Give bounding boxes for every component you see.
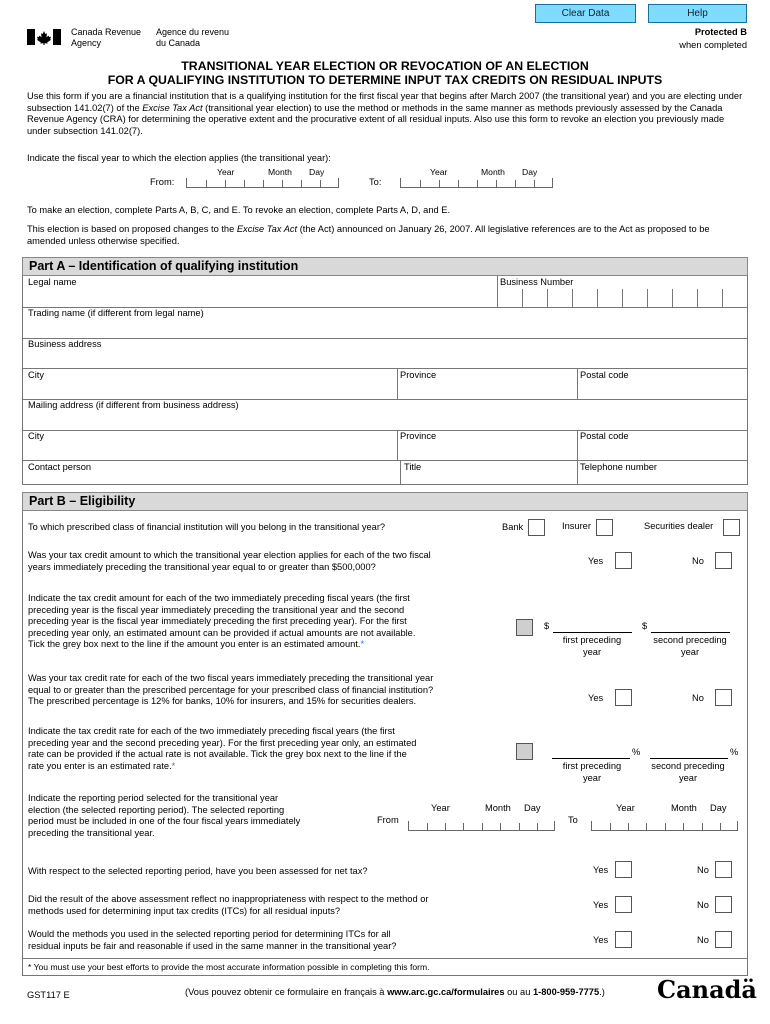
form-title-line1: TRANSITIONAL YEAR ELECTION OR REVOCATION OF AN ELECTION xyxy=(181,59,589,73)
period-from-year-label: Year xyxy=(431,803,450,813)
assessment-reflection-question: Did the result of the above assessment reflect no inappropriateness with respect to the method or methods used for determining input tax credits (ITCs) for all residual inputs? xyxy=(28,894,429,916)
period-to-date-field[interactable] xyxy=(591,821,738,831)
trading-name-field[interactable]: Trading name (if different from legal name) xyxy=(28,308,204,318)
period-to-year-label: Year xyxy=(616,803,635,813)
rate-first-preceding-year-label: first preceding year xyxy=(562,761,622,783)
second-rate-percent: % xyxy=(730,747,739,757)
part-a-heading: Part A – Identification of qualifying institution xyxy=(22,257,748,276)
french-availability-note: (Vous pouvez obtenir ce formulaire en français à www.arc.gc.ca/formulaires ou au 1-800-959-7775.) xyxy=(185,987,605,997)
first-rate-percent: % xyxy=(632,747,641,757)
agency-name-en: Canada Revenue Agency xyxy=(71,27,142,48)
canada-flag-icon xyxy=(27,29,61,45)
q2-no-checkbox[interactable] xyxy=(715,552,732,569)
intro-paragraph: Use this form if you are a financial institution that is a qualifying institution for the first fiscal year that begins after March 2007 (the transitional year) and you are electing under subsection 141.02(7) of the Excise Tax Act (transitional year election) to use the method or methods in the same manner as methods previously assessed by the Canada Revenue Agency (CRA) for determining the operative extent and the procurative extent of all residual inputs. Also use this form to revoke an election you previously made under subsection 141.02(7). xyxy=(27,91,743,136)
insurer-label: Insurer xyxy=(562,521,591,531)
reporting-period-instructions: Indicate the reporting period selected for the transitional year election (the selected reporting period). The selected reporting period must be included in one of the four fiscal years immediately preceding the transitional year. xyxy=(28,793,301,838)
first-preceding-amount-input[interactable] xyxy=(553,632,632,633)
when-completed-label: when completed xyxy=(679,40,747,50)
q7-yes-label: Yes xyxy=(593,865,609,875)
q9-yes-label: Yes xyxy=(593,935,609,945)
period-from-date-field[interactable] xyxy=(408,821,555,831)
q8-no-label: No xyxy=(697,900,709,910)
q4-no-checkbox[interactable] xyxy=(715,689,732,706)
q9-no-label: No xyxy=(697,935,709,945)
tax-credit-amount-question: Was your tax credit amount to which the transitional year election applies for each of the two fiscal years immediately preceding the transitional year equal to or greater than $500,000? xyxy=(28,550,431,572)
q2-yes-label: Yes xyxy=(588,556,604,566)
q9-no-checkbox[interactable] xyxy=(715,931,732,948)
methods-fair-question: Would the methods you used in the selected reporting period for determining ITCs for all residual inputs be fair and reasonable if used in the same manner in the transitional year? xyxy=(28,929,397,951)
mailing-province-field[interactable]: Province xyxy=(400,431,437,441)
assessed-net-tax-question: With respect to the selected reporting period, have you been assessed for net tax? xyxy=(28,866,368,876)
q7-yes-checkbox[interactable] xyxy=(615,861,632,878)
to-year-label: Year xyxy=(430,167,448,177)
q9-yes-checkbox[interactable] xyxy=(615,931,632,948)
canada-wordmark: Canadä xyxy=(657,975,757,1004)
q8-yes-checkbox[interactable] xyxy=(615,896,632,913)
second-preceding-amount-input[interactable] xyxy=(651,632,730,633)
contact-title-field[interactable]: Title xyxy=(404,462,422,472)
mailing-address-field[interactable]: Mailing address (if different from business address) xyxy=(28,400,239,410)
securities-dealer-checkbox[interactable] xyxy=(723,519,740,536)
second-amount-dollar: $ xyxy=(642,621,648,631)
postal-code-field[interactable]: Postal code xyxy=(580,370,629,380)
bank-checkbox[interactable] xyxy=(528,519,545,536)
institution-class-question: To which prescribed class of financial institution will you belong in the transitional year? xyxy=(28,522,386,532)
fiscal-from-date-field[interactable] xyxy=(186,178,339,188)
q8-no-checkbox[interactable] xyxy=(715,896,732,913)
rate-second-preceding-year-label: second preceding year xyxy=(651,761,725,783)
period-to-label: To xyxy=(568,815,578,825)
business-number-label: Business Number xyxy=(500,277,574,287)
amount-estimated-checkbox[interactable] xyxy=(516,619,533,636)
q7-no-checkbox[interactable] xyxy=(715,861,732,878)
to-month-label: Month xyxy=(481,167,505,177)
from-year-label: Year xyxy=(217,167,235,177)
to-day-label: Day xyxy=(522,167,538,177)
second-preceding-rate-input[interactable] xyxy=(650,758,728,759)
from-day-label: Day xyxy=(309,167,325,177)
period-from-month-label: Month xyxy=(485,803,511,813)
q8-yes-label: Yes xyxy=(593,900,609,910)
q2-no-label: No xyxy=(692,556,704,566)
mailing-postal-code-field[interactable]: Postal code xyxy=(580,431,629,441)
city-field[interactable]: City xyxy=(28,370,45,380)
parts-instruction: To make an election, complete Parts A, B, C, and E. To revoke an election, complete Parts A, D, and E. xyxy=(27,205,451,215)
to-label: To: xyxy=(369,177,382,187)
period-to-month-label: Month xyxy=(671,803,697,813)
form-title-line2: FOR A QUALIFYING INSTITUTION TO DETERMINE INPUT TAX CREDITS ON RESIDUAL INPUTS xyxy=(107,73,663,87)
tax-credit-rate-instructions: Indicate the tax credit rate for each of the two immediately preceding fiscal years (the first preceding year and the second preceding year). For the first preceding year only, an estimated rate can be provided if the actual rate is not available. Tick the grey box next to the line if the rate you enter is an estimated rate.* xyxy=(28,726,417,771)
bank-label: Bank xyxy=(502,522,524,532)
form-id: GST117 E xyxy=(27,990,70,1000)
clear-data-button[interactable]: Clear Data xyxy=(535,4,636,23)
help-button[interactable]: Help xyxy=(648,4,747,23)
q2-yes-checkbox[interactable] xyxy=(615,552,632,569)
legal-name-field[interactable]: Legal name xyxy=(28,277,77,287)
rate-estimated-checkbox[interactable] xyxy=(516,743,533,760)
first-preceding-year-label: first preceding year xyxy=(562,635,622,657)
insurer-checkbox[interactable] xyxy=(596,519,613,536)
securities-dealer-label: Securities dealer xyxy=(644,521,714,531)
from-label: From: xyxy=(150,177,175,187)
legislative-basis-note: This election is based on proposed changes to the Excise Tax Act (the Act) announced on January 26, 2007. All legislative references are to the Act as proposed to be amended unless otherwise specified. xyxy=(27,224,710,246)
fiscal-year-prompt: Indicate the fiscal year to which the election applies (the transitional year): xyxy=(27,153,331,163)
first-preceding-rate-input[interactable] xyxy=(552,758,630,759)
best-efforts-footnote: * You must use your best efforts to provide the most accurate information possible in completing this form. xyxy=(28,962,430,972)
contact-person-field[interactable]: Contact person xyxy=(28,462,92,472)
agency-name-fr: Agence du revenu du Canada xyxy=(156,27,230,48)
part-b-heading: Part B – Eligibility xyxy=(22,492,748,511)
province-field[interactable]: Province xyxy=(400,370,437,380)
period-from-day-label: Day xyxy=(524,803,541,813)
q7-no-label: No xyxy=(697,865,709,875)
business-number-field[interactable] xyxy=(498,289,747,307)
protected-b-label: Protected B xyxy=(694,27,747,37)
q4-yes-checkbox[interactable] xyxy=(615,689,632,706)
q4-yes-label: Yes xyxy=(588,693,604,703)
period-to-day-label: Day xyxy=(710,803,727,813)
business-address-field[interactable]: Business address xyxy=(28,339,102,349)
period-from-label: From xyxy=(377,815,399,825)
from-month-label: Month xyxy=(268,167,292,177)
tax-credit-rate-question: Was your tax credit rate for each of the two fiscal years immediately preceding the transitional year equal to or greater than the prescribed percentage for your prescribed class of financial institution? The prescribed percentage is 12% for banks, 10% for insurers, and 15% for securities dealers. xyxy=(28,673,434,706)
q4-no-label: No xyxy=(692,693,704,703)
tax-credit-amount-instructions: Indicate the tax credit amount for each of the two immediately preceding fiscal years (the first preceding year is the fiscal year immediately preceding the transitional year and the second preceding year is the fiscal year immediately preceding the first preceding year). For the first preceding year only, an estimated amount can be provided if actual amounts are not available. Tick the grey box next to the line if the amount you enter is an estimated amount.* xyxy=(28,593,416,649)
telephone-field[interactable]: Telephone number xyxy=(580,462,658,472)
fiscal-to-date-field[interactable] xyxy=(400,178,553,188)
first-amount-dollar: $ xyxy=(544,621,550,631)
mailing-city-field[interactable]: City xyxy=(28,431,45,441)
second-preceding-year-label: second preceding year xyxy=(653,635,727,657)
